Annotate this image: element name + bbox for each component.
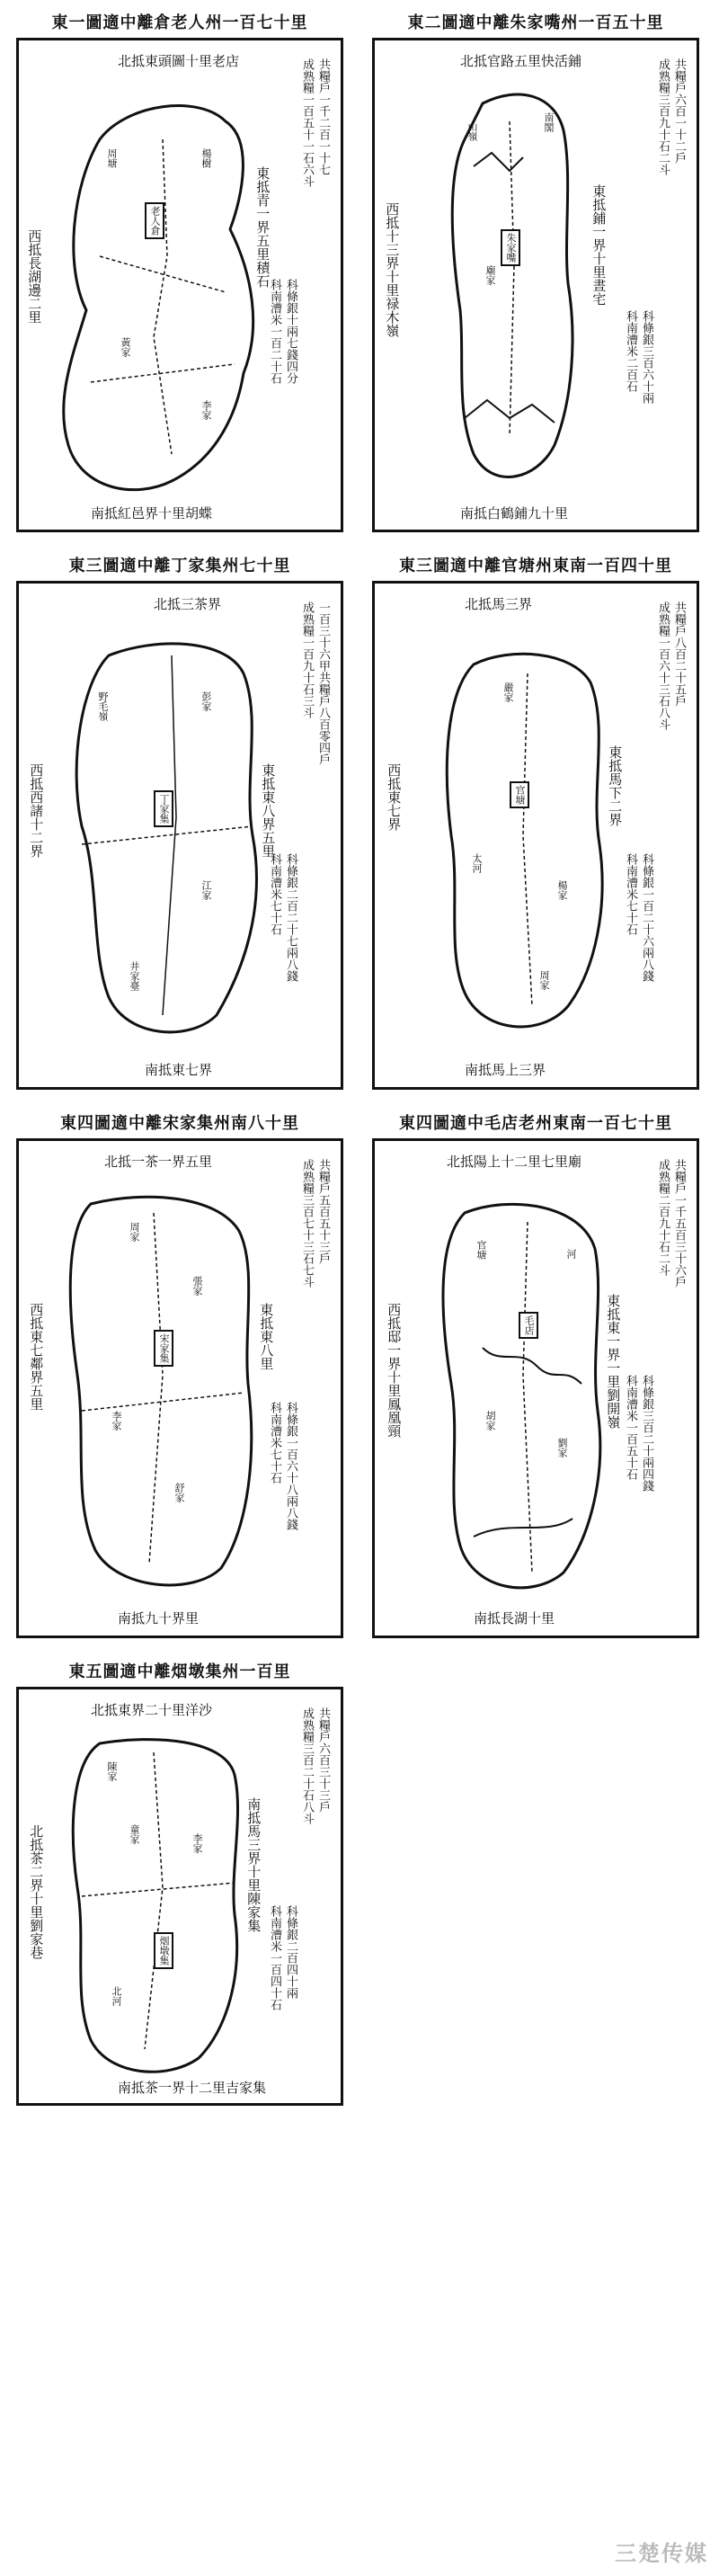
- seat-label: 烟墩集: [154, 1932, 173, 1969]
- west-boundary: 西抵長湖邊二里: [26, 229, 43, 324]
- note-households: 共糧戶六百一十二戶: [671, 58, 686, 164]
- place-label: 舒家: [173, 1483, 185, 1502]
- south-boundary: 南抵九十界里: [118, 1610, 200, 1627]
- place-label: 李家: [111, 1411, 122, 1431]
- note-silver: 科條銀一百二十六兩八錢: [639, 853, 653, 982]
- note-grain: 成熟糧一百五十一石六斗: [299, 58, 314, 187]
- note-rice: 科南漕米七十石: [623, 853, 637, 935]
- plate-frame: [16, 38, 343, 532]
- place-label: 野毛嶺: [97, 691, 109, 721]
- plate-frame: [372, 581, 699, 1090]
- place-label: 李家: [200, 400, 212, 420]
- place-label: 山嶺: [466, 121, 478, 141]
- east-boundary: 東抵青一界五里積石: [254, 166, 271, 288]
- place-label: 太河: [471, 853, 483, 873]
- note-rice: 科南漕米一百五十石: [623, 1375, 637, 1480]
- north-boundary: 北抵東頭圖十里老店: [118, 53, 240, 69]
- plate-title: 東一圖適中離倉老人州一百七十里: [51, 13, 308, 32]
- east-boundary: 東抵東一界一里劉開嶺: [605, 1294, 622, 1429]
- place-label: 周家: [129, 1222, 140, 1242]
- seat-label: 老人倉: [145, 202, 164, 239]
- territory-map: [375, 40, 697, 530]
- place-label: 童家: [129, 1824, 140, 1844]
- note-rice: 科南漕米一百二十石: [267, 279, 281, 384]
- place-label: 彭家: [200, 691, 212, 711]
- plate-frame: [16, 581, 343, 1090]
- note-households: 共糧戶一千二百一十七: [315, 58, 330, 175]
- north-boundary: 北抵東界二十里洋沙: [91, 1702, 213, 1718]
- plate-title: 東三圖適中離官塘州東南一百四十里: [399, 557, 672, 575]
- east-boundary: 南抵馬三界十里陳家集: [245, 1797, 262, 1932]
- map-plate-6: [372, 1108, 699, 1638]
- territory-map: [19, 1689, 341, 2103]
- seat-label: 朱家嘴: [501, 229, 520, 266]
- note-grain: 成熟糧一百六十三石八斗: [655, 602, 670, 730]
- map-plate-4: [372, 550, 699, 1090]
- place-label: 黃家: [120, 337, 131, 357]
- place-label: 廟家: [484, 265, 496, 285]
- note-rice: 科南漕米七十石: [267, 853, 281, 935]
- note-grain: 成熟糧三百九十石二斗: [655, 58, 670, 175]
- note-silver: 科條銀三百二十兩四錢: [639, 1375, 653, 1492]
- west-boundary: 西抵十三界十里禄木嶺: [384, 202, 401, 337]
- north-boundary: 北抵官路五里快活鋪: [460, 53, 582, 69]
- map-plate-5: [16, 1108, 343, 1638]
- publisher-watermark: 三楚传媒: [615, 2540, 708, 2566]
- east-boundary: 東抵鋪一界十里晝宅: [590, 184, 608, 306]
- note-households: 共糧戶五百五十三戶: [315, 1159, 330, 1264]
- note-rice: 科南漕米二百石: [623, 310, 637, 392]
- place-label: 周塘: [106, 148, 118, 168]
- note-grain: 成熟糧三百七十三石七斗: [299, 1159, 314, 1288]
- place-label: 官塘: [475, 1240, 487, 1260]
- plate-title: 東三圖適中離丁家集州七十里: [68, 557, 291, 575]
- note-silver: 科條銀一百六十八兩八錢: [283, 1402, 297, 1530]
- seat-label: 宋家集: [154, 1330, 173, 1367]
- west-boundary: 西抵西諸十二界: [28, 763, 45, 858]
- seat-label: 毛店: [519, 1312, 538, 1339]
- note-households: 一百三十六甲共糧戶八百零四戶: [315, 602, 330, 765]
- note-silver: 科條銀三百六十兩: [639, 310, 653, 404]
- west-boundary: 西抵東七界: [386, 763, 403, 831]
- west-boundary: 北抵茶二界十里劉家巷: [28, 1824, 45, 1959]
- place-label: 楊樹: [200, 148, 212, 168]
- plate-frame: [372, 1138, 699, 1638]
- plate-frame: [16, 1138, 343, 1638]
- note-grain: 成熟糧一百九十石三斗: [299, 602, 314, 718]
- place-label: 河: [565, 1249, 577, 1259]
- south-boundary: 南抵長湖十里: [474, 1610, 555, 1627]
- note-grain: 成熟糧三百二十石八斗: [299, 1707, 314, 1824]
- place-label: 張家: [191, 1276, 203, 1296]
- plate-title: 東五圖適中離烟墩集州一百里: [68, 1662, 291, 1681]
- note-households: 共糧戶八百二十五戶: [671, 602, 686, 707]
- place-label: 北河: [111, 1986, 122, 2006]
- note-silver: 科條銀二百四十兩: [283, 1905, 297, 1999]
- south-boundary: 南抵馬上三界: [465, 1062, 546, 1078]
- place-label: 周家: [538, 970, 550, 990]
- place-label: 李家: [191, 1833, 203, 1853]
- note-households: 共糧戶一千五百三十六戶: [671, 1159, 686, 1288]
- place-label: 嚴家: [502, 682, 514, 702]
- territory-map: [19, 1141, 341, 1636]
- territory-map: [19, 584, 341, 1087]
- map-plate-7: [16, 1656, 343, 2106]
- plate-title: 東四圖適中離宋家集州南八十里: [60, 1114, 299, 1133]
- map-plate-1: [16, 7, 343, 532]
- place-label: 江家: [200, 880, 212, 900]
- east-boundary: 東抵東八界五里: [260, 763, 277, 858]
- place-label: 南閣: [543, 112, 555, 132]
- seat-label: 官塘: [510, 781, 529, 808]
- place-label: 井家臺: [129, 961, 140, 991]
- note-rice: 科南漕米七十石: [267, 1402, 281, 1484]
- map-plate-3: [16, 550, 343, 1090]
- seat-label: 丁家集: [154, 790, 173, 827]
- territory-map: [375, 584, 697, 1087]
- note-silver: 科條銀二百二十七兩八錢: [283, 853, 297, 982]
- plate-frame: [16, 1687, 343, 2106]
- place-label: 胡家: [484, 1411, 496, 1431]
- south-boundary: 南抵茶一界十二里吉家集: [118, 2080, 267, 2096]
- east-boundary: 東抵馬下二界: [607, 745, 624, 826]
- note-households: 共糧戶六百三十三戶: [315, 1707, 330, 1813]
- place-label: 陳家: [106, 1761, 118, 1781]
- south-boundary: 南抵白鶴鋪九十里: [460, 505, 569, 521]
- north-boundary: 北抵三茶界: [154, 596, 222, 612]
- place-label: 劉家: [556, 1438, 568, 1457]
- plate-title: 東四圖適中毛店老州東南一百七十里: [399, 1114, 672, 1133]
- south-boundary: 南抵紅邑界十里胡蝶: [91, 505, 213, 521]
- west-boundary: 西抵邸一界十里鳳凰頸: [386, 1303, 403, 1438]
- north-boundary: 北抵馬三界: [465, 596, 533, 612]
- plate-title: 東二圖適中離朱家嘴州一百五十里: [407, 13, 664, 32]
- note-rice: 科南漕米一百四十石: [267, 1905, 281, 2010]
- north-boundary: 北抵一茶一界五里: [104, 1154, 213, 1170]
- place-label: 楊家: [556, 880, 568, 900]
- note-silver: 科條銀十兩七錢四分: [283, 279, 297, 384]
- east-boundary: 東抵東八里: [258, 1303, 275, 1370]
- west-boundary: 西抵東七鄰界五里: [28, 1303, 45, 1411]
- note-grain: 成熟糧二百九十石二斗: [655, 1159, 670, 1276]
- north-boundary: 北抵陽上十二里七里廟: [447, 1154, 582, 1170]
- plate-frame: [372, 38, 699, 532]
- map-plate-2: [372, 7, 699, 532]
- south-boundary: 南抵東七界: [145, 1062, 213, 1078]
